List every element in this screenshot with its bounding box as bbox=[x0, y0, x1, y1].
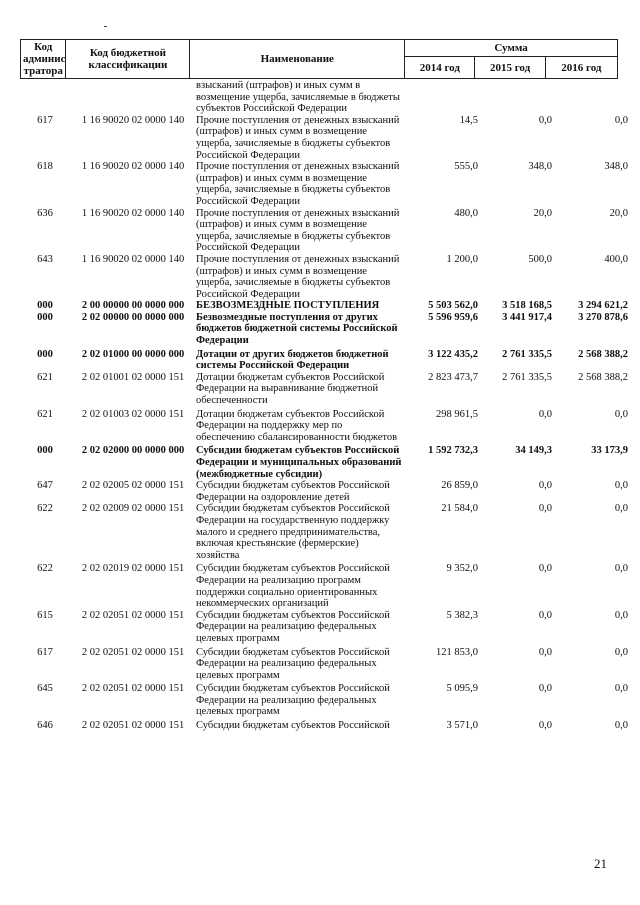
admin-code-cell: 636 bbox=[37, 207, 53, 219]
value-2014-cell: 26 859,0 bbox=[441, 480, 478, 492]
admin-code-cell: 645 bbox=[37, 683, 53, 695]
name-cell: Субсидии бюджетам субъектов Российской Федерации на реализацию программ поддержки социально ориентированных некоммерческих организаций bbox=[196, 563, 390, 610]
value-2016-cell: 400,0 bbox=[604, 253, 628, 265]
admin-code-cell: 617 bbox=[37, 646, 53, 658]
value-2014-cell: 1 200,0 bbox=[446, 253, 478, 265]
budget-code-cell: 2 02 01003 02 0000 151 bbox=[81, 408, 185, 420]
name-cell: Дотации бюджетам субъектов Российской Федерации на поддержку мер по обеспечению сбалансированности бюджетов bbox=[196, 408, 398, 443]
table-row bbox=[20, 443, 634, 480]
admin-code-cell: 622 bbox=[37, 503, 53, 515]
table-row bbox=[20, 300, 634, 312]
header-sum: Сумма bbox=[405, 40, 618, 57]
table-row bbox=[20, 254, 634, 300]
value-2016-cell: 0,0 bbox=[614, 646, 628, 658]
value-2014-cell: 5 382,3 bbox=[446, 609, 478, 621]
admin-code-cell: 615 bbox=[37, 609, 53, 621]
header-admin-code: Код админис тратора bbox=[21, 40, 66, 79]
value-2015-cell: 3 441 917,4 bbox=[502, 311, 552, 323]
value-2014-cell: 5 095,9 bbox=[446, 683, 478, 695]
page-number: 21 bbox=[594, 856, 607, 871]
table-row bbox=[20, 503, 634, 561]
admin-code-cell: 000 bbox=[37, 348, 53, 360]
table-row bbox=[20, 610, 634, 645]
value-2014-cell: 555,0 bbox=[454, 161, 478, 173]
value-2015-cell: 0,0 bbox=[538, 503, 552, 515]
budget-code-cell: 2 02 02051 02 0000 151 bbox=[81, 720, 185, 732]
value-2014-cell: 121 853,0 bbox=[436, 646, 478, 658]
name-cell: БЕЗВОЗМЕЗДНЫЕ ПОСТУПЛЕНИЯ bbox=[196, 300, 380, 312]
value-2014-cell: 5 503 562,0 bbox=[428, 300, 478, 312]
table-row bbox=[20, 347, 634, 372]
admin-code-cell: 646 bbox=[37, 720, 53, 732]
name-cell: Дотации от других бюджетов бюджетной системы Российской Федерации bbox=[196, 348, 389, 372]
value-2014-cell: 3 571,0 bbox=[446, 720, 478, 732]
budget-code-cell: 2 02 02000 00 0000 000 bbox=[81, 445, 185, 457]
header-year-2016: 2016 год bbox=[545, 57, 617, 79]
value-2015-cell: 0,0 bbox=[538, 720, 552, 732]
admin-code-cell: 000 bbox=[37, 300, 53, 312]
value-2014-cell: 298 961,5 bbox=[436, 408, 478, 420]
admin-code-cell: 617 bbox=[37, 114, 53, 126]
value-2015-cell: 3 518 168,5 bbox=[502, 300, 552, 312]
table-row bbox=[20, 407, 634, 444]
name-cell: Прочие поступления от денежных взысканий (штрафов) и иных сумм в возмещение ущерба, зачисляемые в бюджеты субъектов Российской Федерации bbox=[196, 207, 400, 254]
table-row bbox=[20, 312, 634, 347]
table-row bbox=[20, 115, 634, 161]
value-2016-cell: 0,0 bbox=[614, 408, 628, 420]
value-2014-cell: 14,5 bbox=[459, 114, 478, 126]
value-2016-cell: 0,0 bbox=[614, 683, 628, 695]
scan-mark bbox=[104, 26, 107, 27]
table-row bbox=[20, 161, 634, 207]
budget-code-cell: 2 02 02051 02 0000 151 bbox=[81, 683, 185, 695]
value-2016-cell: 3 270 878,6 bbox=[578, 311, 628, 323]
budget-code-cell: 2 02 02019 02 0000 151 bbox=[81, 563, 185, 575]
budget-code-cell: 2 02 00000 00 0000 000 bbox=[81, 311, 185, 323]
table-header bbox=[20, 39, 618, 79]
admin-code-cell bbox=[20, 80, 70, 115]
budget-code-cell: 2 02 02051 02 0000 151 bbox=[81, 609, 185, 621]
value-2016-cell: 20,0 bbox=[609, 207, 628, 219]
value-2015-cell: 348,0 bbox=[528, 161, 552, 173]
value-2014-cell: 21 584,0 bbox=[441, 503, 478, 515]
name-cell: Прочие поступления от денежных взысканий (штрафов) и иных сумм в возмещение ущерба, зачисляемые в бюджеты субъектов Российской Федерации bbox=[196, 161, 400, 207]
value-2015-cell: 34 149,3 bbox=[515, 445, 552, 457]
admin-code-cell: 622 bbox=[37, 563, 53, 575]
value-2014-cell: 2 823 473,7 bbox=[428, 371, 478, 383]
value-2016-cell: 2 568 388,2 bbox=[578, 348, 628, 360]
name-cell: Дотации бюджетам субъектов Российской Федерации на выравнивание бюджетной обеспеченности bbox=[196, 371, 385, 407]
table-row bbox=[20, 681, 634, 718]
value-2016-cell: 0,0 bbox=[614, 503, 628, 515]
name-cell: Субсидии бюджетам субъектов Российской Федерации на реализацию федеральных целевых программ bbox=[196, 609, 390, 644]
value-2015-cell: 2 761 335,5 bbox=[502, 371, 552, 383]
value-2015-cell: 20,0 bbox=[533, 207, 552, 219]
value-2016-cell: 0,0 bbox=[614, 609, 628, 621]
admin-code-cell: 647 bbox=[37, 480, 53, 492]
admin-code-cell: 000 bbox=[37, 311, 53, 323]
name-cell: Субсидии бюджетам субъектов Российской Федерации на государственную поддержку малого и среднего предпринимательства, включая крестьянские (фермерские) хозяйства bbox=[196, 503, 390, 561]
budget-code-cell bbox=[70, 80, 196, 115]
header-year-2014: 2014 год bbox=[405, 57, 475, 79]
header-name: Наименование bbox=[190, 40, 405, 79]
table-row bbox=[20, 561, 634, 609]
value-2014-cell: 3 122 435,2 bbox=[428, 348, 478, 360]
value-2016-cell: 2 568 388,2 bbox=[578, 371, 628, 383]
table-row bbox=[20, 480, 634, 503]
name-cell: Безвозмездные поступления от других бюджетов бюджетной системы Российской Федерации bbox=[196, 311, 398, 347]
value-2015-cell: 0,0 bbox=[538, 480, 552, 492]
table-row bbox=[20, 718, 634, 732]
value-2015-cell bbox=[481, 80, 555, 115]
admin-code-cell: 643 bbox=[37, 253, 53, 265]
table-row bbox=[20, 208, 634, 254]
value-2015-cell: 0,0 bbox=[538, 646, 552, 658]
name-cell: Субсидии бюджетам субъектов Российской Федерации и муниципальных образований (межбюджетные субсидии) bbox=[196, 445, 402, 480]
budget-code-cell: 1 16 90020 02 0000 140 bbox=[81, 253, 185, 265]
value-2014-cell: 480,0 bbox=[454, 207, 478, 219]
value-2016-cell: 0,0 bbox=[614, 480, 628, 492]
value-2015-cell: 0,0 bbox=[538, 408, 552, 420]
value-2016-cell: 0,0 bbox=[614, 114, 628, 126]
header-budget-code: Код бюджетной классификации bbox=[66, 40, 190, 79]
name-cell: Субсидии бюджетам субъектов Российской Федерации на реализацию федеральных целевых программ bbox=[196, 646, 390, 681]
value-2015-cell: 2 761 335,5 bbox=[502, 348, 552, 360]
value-2016-cell: 0,0 bbox=[614, 720, 628, 732]
value-2015-cell: 500,0 bbox=[528, 253, 552, 265]
admin-code-cell: 000 bbox=[37, 445, 53, 457]
budget-rows bbox=[20, 80, 634, 732]
admin-code-cell: 621 bbox=[37, 371, 53, 383]
header-year-2015: 2015 год bbox=[475, 57, 545, 79]
table-row bbox=[20, 372, 634, 407]
name-cell: Субсидии бюджетам субъектов Российской bbox=[196, 720, 390, 732]
table-row bbox=[20, 80, 634, 115]
budget-code-cell: 2 02 01001 02 0000 151 bbox=[81, 371, 185, 383]
budget-table bbox=[20, 80, 634, 732]
table-row bbox=[20, 645, 634, 682]
budget-code-cell: 2 02 02051 02 0000 151 bbox=[81, 646, 185, 658]
value-2014-cell: 9 352,0 bbox=[446, 563, 478, 575]
value-2014-cell bbox=[407, 80, 481, 115]
value-2016-cell: 0,0 bbox=[614, 563, 628, 575]
value-2015-cell: 0,0 bbox=[538, 609, 552, 621]
name-cell: Субсидии бюджетам субъектов Российской Федерации на реализацию федеральных целевых программ bbox=[196, 683, 390, 718]
value-2015-cell: 0,0 bbox=[538, 563, 552, 575]
value-2016-cell: 33 173,9 bbox=[591, 445, 628, 457]
name-cell: Прочие поступления от денежных взысканий (штрафов) и иных сумм в возмещение ущерба, зачисляемые в бюджеты субъектов Российской Федерации bbox=[196, 253, 400, 300]
value-2016-cell: 348,0 bbox=[604, 161, 628, 173]
admin-code-cell: 621 bbox=[37, 408, 53, 420]
value-2016-cell: 3 294 621,2 bbox=[578, 300, 628, 312]
admin-code-cell: 618 bbox=[37, 161, 53, 173]
name-cell: взысканий (штрафов) и иных сумм в возмещение ущерба, зачисляемые в бюджеты субъектов Российской Федерации bbox=[196, 80, 400, 115]
budget-code-cell: 1 16 90020 02 0000 140 bbox=[81, 161, 185, 173]
budget-code-cell: 1 16 90020 02 0000 140 bbox=[81, 114, 185, 126]
budget-code-cell: 2 02 02009 02 0000 151 bbox=[81, 503, 185, 515]
value-2015-cell: 0,0 bbox=[538, 114, 552, 126]
name-cell: Субсидии бюджетам субъектов Российской Федерации на оздоровление детей bbox=[196, 480, 390, 503]
value-2014-cell: 1 592 732,3 bbox=[428, 445, 478, 457]
value-2015-cell: 0,0 bbox=[538, 683, 552, 695]
budget-code-cell: 1 16 90020 02 0000 140 bbox=[81, 207, 185, 219]
name-cell: Прочие поступления от денежных взысканий (штрафов) и иных сумм в возмещение ущерба, зачисляемые в бюджеты субъектов Российской Федерации bbox=[196, 114, 400, 161]
value-2016-cell bbox=[555, 80, 634, 115]
value-2014-cell: 5 596 959,6 bbox=[428, 311, 478, 323]
budget-code-cell: 2 02 02005 02 0000 151 bbox=[81, 480, 185, 492]
budget-code-cell: 2 02 01000 00 0000 000 bbox=[81, 348, 185, 360]
budget-code-cell: 2 00 00000 00 0000 000 bbox=[81, 300, 185, 312]
